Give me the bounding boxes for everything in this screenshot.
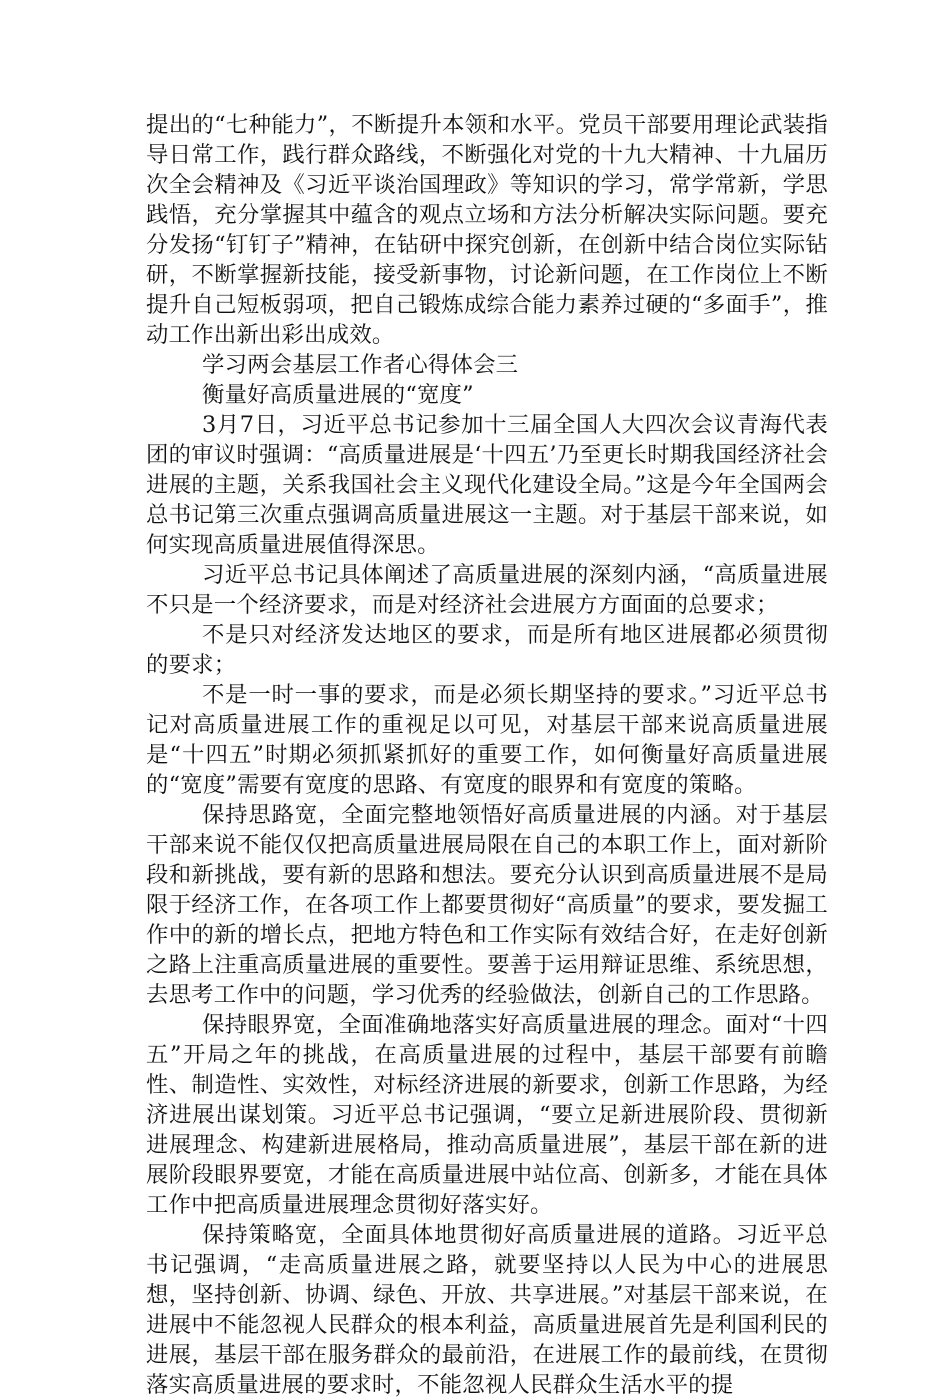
section-heading: 学习两会基层工作者心得体会三 (202, 352, 519, 378)
paragraph: 3月7日，习近平总书记参加十三届全国人大四次会议青海代表团的审议时强调：“高质量进展是‘十四五’乃至更长时期我国经济社会进展的主题，关系我国社会主义现代化建设全局。”这是今年全国两会总书记第三次重点强调高质量进展这一主题。对于基层干部来说，如何实现高质量进展值得深思。 (146, 412, 828, 558)
paragraph: 不是只对经济发达地区的要求，而是所有地区进展都必须贯彻的要求； (146, 622, 828, 678)
paragraph: 保持策略宽，全面具体地贯彻好高质量进展的道路。习近平总书记强调，“走高质量进展之路，就要坚持以人民为中心的进展思想，坚持创新、协调、绿色、开放、共享进展。”对基层干部来说，在进展中不能忽视人民群众的根本利益，高质量进展首先是利国利民的进展，基层干部在服务群众的最前沿，在进展工作的最前线，在贯彻落实高质量进展的要求时，不能忽视人民群众生活水平的提 (146, 1222, 828, 1398)
paragraph: 保持思路宽，全面完整地领悟好高质量进展的内涵。对于基层干部来说不能仅仅把高质量进展局限在自己的本职工作上，面对新阶段和新挑战，要有新的思路和想法。要充分认识到高质量进展不是局限于经济工作，在各项工作上都要贯彻好“高质量”的要求，要发掘工作中的新的增长点，把地方特色和工作实际有效结合好，在走好创新之路上注重高质量进展的重要性。要善于运用辩证思维、系统思想，去思考工作中的问题，学习优秀的经验做法，创新自己的工作思路。 (146, 802, 828, 1008)
paragraph: 不是一时一事的要求，而是必须长期坚持的要求。”习近平总书记对高质量进展工作的重视足以可见，对基层干部来说高质量进展是“十四五”时期必须抓紧抓好的重要工作，如何衡量好高质量进展的“宽度”需要有宽度的思路、有宽度的眼界和有宽度的策略。 (146, 682, 828, 798)
document-body (146, 110, 828, 1400)
paragraph: 保持眼界宽，全面准确地落实好高质量进展的理念。面对“十四五”开局之年的挑战，在高质量进展的过程中，基层干部要有前瞻性、制造性、实效性，对标经济进展的新要求，创新工作思路，为经济进展出谋划策。习近平总书记强调，“要立足新进展阶段、贯彻新进展理念、构建新进展格局，推动高质量进展”，基层干部在新的进展阶段眼界要宽，才能在高质量进展中站位高、创新多，才能在具体工作中把高质量进展理念贯彻好落实好。 (146, 1012, 828, 1218)
article-title: 衡量好高质量进展的“宽度” (202, 382, 474, 408)
paragraph-continuation: 提出的“七种能力”，不断提升本领和水平。党员干部要用理论武装指导日常工作，践行群众路线，不断强化对党的十九大精神、十九届历次全会精神及《习近平谈治国理政》等知识的学习，常学常新，学思践悟，充分掌握其中蕴含的观点立场和方法分析解决实际问题。要充分发扬“钉钉子”精神，在钻研中探究创新，在创新中结合岗位实际钻研，不断掌握新技能，接受新事物，讨论新问题，在工作岗位上不断提升自己短板弱项，把自己锻炼成综合能力素养过硬的“多面手”，推动工作出新出彩出成效。 (146, 112, 828, 348)
paragraph: 习近平总书记具体阐述了高质量进展的深刻内涵，“高质量进展不只是一个经济要求，而是对经济社会进展方方面面的总要求； (146, 562, 828, 618)
